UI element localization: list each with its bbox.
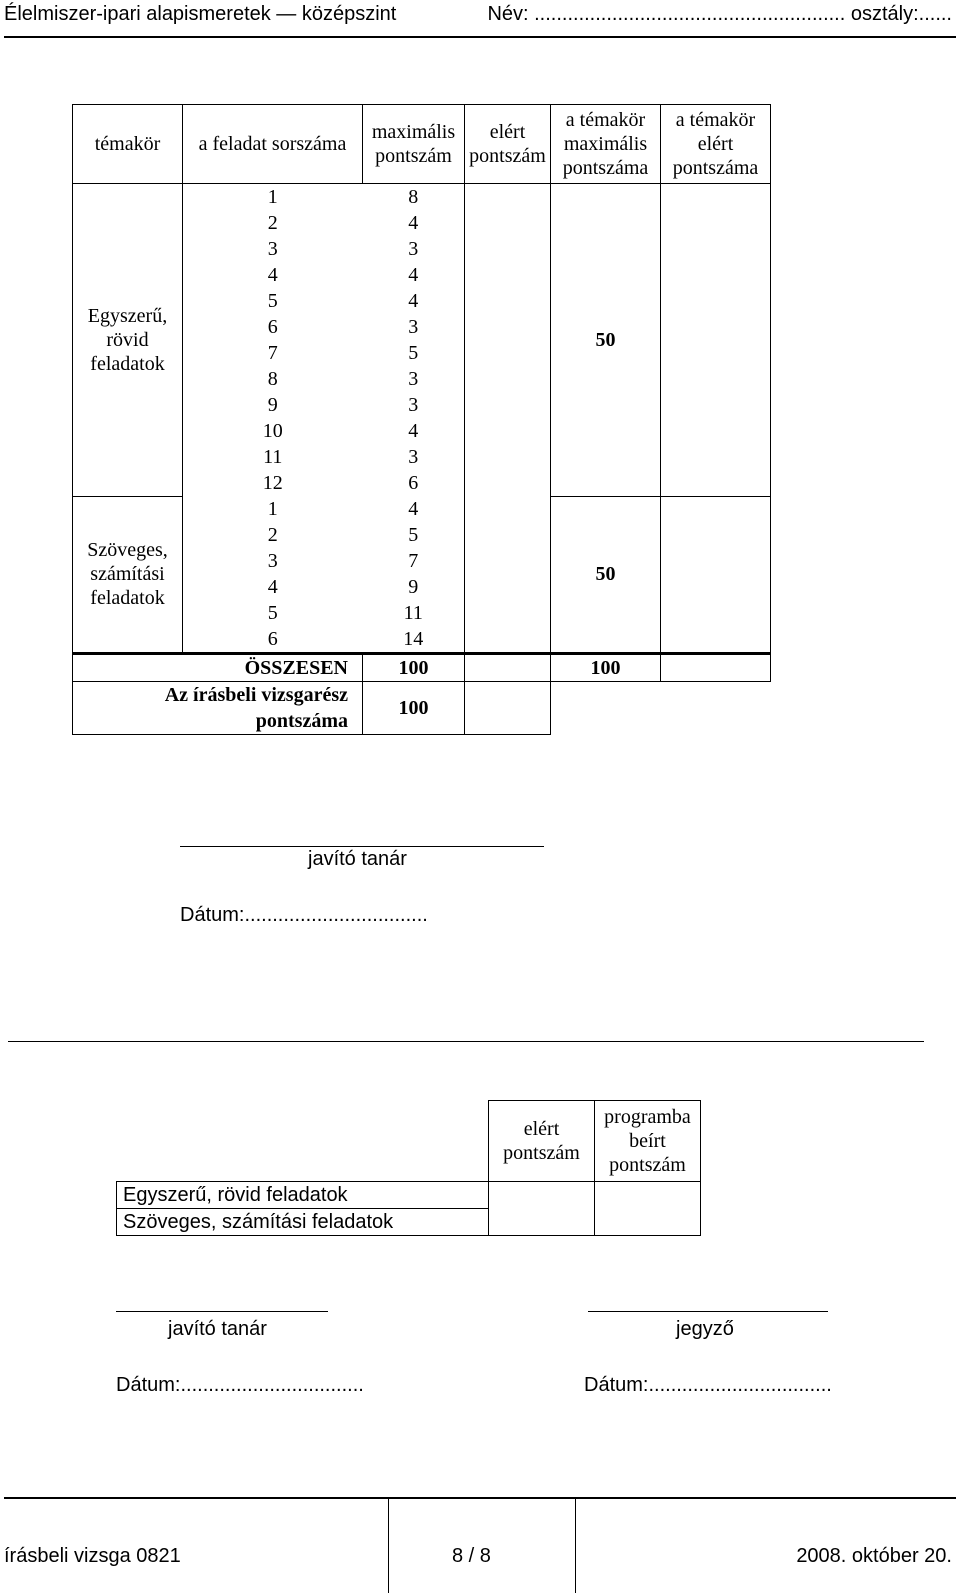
max-points-cell: 3 bbox=[363, 236, 465, 262]
max-points-cell: 4 bbox=[363, 288, 465, 314]
max-points-cell: 3 bbox=[363, 314, 465, 340]
max-points-cell: 3 bbox=[363, 392, 465, 418]
max-points-cell: 11 bbox=[363, 600, 465, 626]
total-topic-max: 100 bbox=[551, 654, 661, 682]
achieved-points-cell[interactable] bbox=[465, 548, 551, 574]
topic-max-cell: 50 bbox=[551, 184, 661, 497]
max-points-cell: 7 bbox=[363, 548, 465, 574]
footer-date: 2008. október 20. bbox=[796, 1545, 952, 1567]
header-achieved: elért pontszám bbox=[489, 1101, 595, 1182]
max-points-cell: 6 bbox=[363, 470, 465, 496]
task-number-cell: 5 bbox=[183, 600, 363, 626]
teacher-signature-line bbox=[116, 1311, 328, 1312]
max-points-cell: 4 bbox=[363, 418, 465, 444]
teacher-label: javító tanár bbox=[168, 1318, 267, 1340]
achieved-points-cell[interactable] bbox=[465, 470, 551, 496]
achieved-points-cell[interactable] bbox=[465, 418, 551, 444]
date-field[interactable]: Dátum:................................. bbox=[180, 904, 428, 926]
achieved-cell[interactable] bbox=[489, 1209, 595, 1236]
achieved-points-cell[interactable] bbox=[465, 314, 551, 340]
achieved-points-cell[interactable] bbox=[465, 522, 551, 548]
achieved-cell[interactable] bbox=[489, 1182, 595, 1209]
total-row bbox=[73, 654, 771, 682]
task-number-cell: 9 bbox=[183, 392, 363, 418]
achieved-points-cell[interactable] bbox=[465, 626, 551, 654]
max-points-cell: 4 bbox=[363, 262, 465, 288]
header-max-points: maximális pontszám bbox=[363, 105, 465, 184]
notary-label: jegyző bbox=[676, 1318, 734, 1340]
header-achieved-points: elért pontszám bbox=[465, 105, 551, 184]
max-points-cell: 9 bbox=[363, 574, 465, 600]
achieved-points-cell[interactable] bbox=[465, 496, 551, 522]
task-number-cell: 7 bbox=[183, 340, 363, 366]
max-points-cell: 14 bbox=[363, 626, 465, 654]
task-number-cell: 4 bbox=[183, 262, 363, 288]
entered-cell[interactable] bbox=[595, 1209, 701, 1236]
written-achieved[interactable] bbox=[465, 682, 551, 735]
table-row bbox=[117, 1182, 701, 1209]
achieved-points-cell[interactable] bbox=[465, 210, 551, 236]
max-points-cell: 3 bbox=[363, 366, 465, 392]
header-task-number: a feladat sorszáma bbox=[183, 105, 363, 184]
topic-cell: Egyszerű, rövid feladatok bbox=[73, 184, 183, 497]
total-achieved-points[interactable] bbox=[465, 654, 551, 682]
task-number-cell: 8 bbox=[183, 366, 363, 392]
max-points-cell: 8 bbox=[363, 184, 465, 211]
row-label: Egyszerű, rövid feladatok bbox=[117, 1182, 489, 1209]
achieved-points-cell[interactable] bbox=[465, 236, 551, 262]
task-number-cell: 1 bbox=[183, 184, 363, 211]
max-points-cell: 5 bbox=[363, 522, 465, 548]
achieved-points-cell[interactable] bbox=[465, 262, 551, 288]
task-number-cell: 3 bbox=[183, 548, 363, 574]
notary-signature-line bbox=[588, 1311, 828, 1312]
section-divider bbox=[8, 1041, 924, 1042]
topic-achieved-cell[interactable] bbox=[661, 184, 771, 497]
task-number-cell: 11 bbox=[183, 444, 363, 470]
summary-table bbox=[116, 1100, 701, 1236]
achieved-points-cell[interactable] bbox=[465, 288, 551, 314]
achieved-points-cell[interactable] bbox=[465, 600, 551, 626]
signature-line bbox=[180, 846, 544, 847]
header-rule bbox=[4, 36, 956, 38]
task-number-cell: 2 bbox=[183, 522, 363, 548]
max-points-cell: 4 bbox=[363, 210, 465, 236]
task-number-cell: 6 bbox=[183, 314, 363, 340]
teacher-date-field[interactable]: Dátum:................................. bbox=[116, 1374, 364, 1396]
header-name-class: Név: ........................................................ osztály:...... bbox=[487, 3, 952, 25]
task-number-cell: 10 bbox=[183, 418, 363, 444]
entered-cell[interactable] bbox=[595, 1182, 701, 1209]
written-total-label: Az írásbeli vizsgarész pontszáma bbox=[73, 682, 363, 735]
max-points-cell: 3 bbox=[363, 444, 465, 470]
table-row bbox=[73, 184, 771, 211]
written-total-value: 100 bbox=[363, 682, 465, 735]
achieved-points-cell[interactable] bbox=[465, 184, 551, 211]
achieved-points-cell[interactable] bbox=[465, 392, 551, 418]
footer-page-number: 8 / 8 bbox=[452, 1545, 491, 1567]
footer-exam-code: írásbeli vizsga 0821 bbox=[4, 1545, 181, 1567]
topic-achieved-cell[interactable] bbox=[661, 496, 771, 654]
achieved-points-cell[interactable] bbox=[465, 340, 551, 366]
task-number-cell: 12 bbox=[183, 470, 363, 496]
task-number-cell: 6 bbox=[183, 626, 363, 654]
written-total-row bbox=[73, 682, 771, 735]
total-topic-achieved[interactable] bbox=[661, 654, 771, 682]
topic-max-cell: 50 bbox=[551, 496, 661, 654]
task-number-cell: 1 bbox=[183, 496, 363, 522]
notary-date-field[interactable]: Dátum:................................. bbox=[584, 1374, 832, 1396]
teacher-label: javító tanár bbox=[308, 848, 407, 870]
table-row bbox=[117, 1209, 701, 1236]
achieved-points-cell[interactable] bbox=[465, 574, 551, 600]
task-number-cell: 3 bbox=[183, 236, 363, 262]
header-topic-max: a témakör maximális pontszáma bbox=[551, 105, 661, 184]
header-topic-achieved: a témakör elért pontszáma bbox=[661, 105, 771, 184]
table-row bbox=[73, 496, 771, 522]
total-label: ÖSSZESEN bbox=[73, 654, 363, 682]
header-subject: Élelmiszer-ipari alapismeretek — középszint bbox=[4, 3, 397, 25]
score-table bbox=[72, 104, 771, 735]
footer-rule bbox=[4, 1497, 956, 1499]
achieved-points-cell[interactable] bbox=[465, 444, 551, 470]
max-points-cell: 4 bbox=[363, 496, 465, 522]
total-max-points: 100 bbox=[363, 654, 465, 682]
header-topic: témakör bbox=[73, 105, 183, 184]
task-number-cell: 4 bbox=[183, 574, 363, 600]
max-points-cell: 5 bbox=[363, 340, 465, 366]
task-number-cell: 5 bbox=[183, 288, 363, 314]
achieved-points-cell[interactable] bbox=[465, 366, 551, 392]
topic-cell: Szöveges, számítási feladatok bbox=[73, 496, 183, 654]
header-entered: programba beírt pontszám bbox=[595, 1101, 701, 1182]
task-number-cell: 2 bbox=[183, 210, 363, 236]
table-header-row bbox=[73, 105, 771, 184]
row-label: Szöveges, számítási feladatok bbox=[117, 1209, 489, 1236]
